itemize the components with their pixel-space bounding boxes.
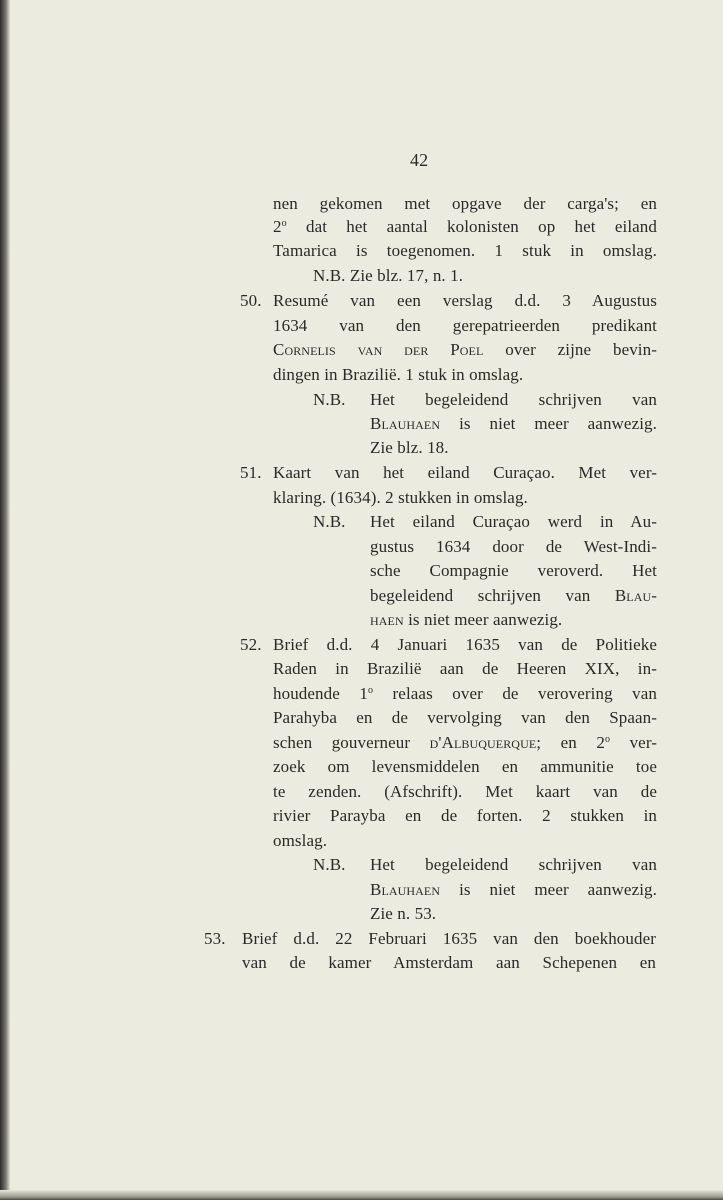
entry-number-52: 52. [240, 635, 262, 654]
text-line: Kaart van het eiland Curaçao. Met ver- [273, 463, 657, 482]
text-line: 2$^o$ dat het aantal kolonisten op het eiland [273, 217, 657, 236]
text-line: klaring. (1634). 2 stukken in omslag. [273, 488, 528, 507]
text-line: Tamarica is toegenomen. 1 stuk in omslag. [273, 241, 657, 260]
text-line: Resumé van een verslag d.d. 3 Augustus [273, 291, 657, 310]
text-line: Brief d.d. 4 Januari 1635 van de Politieke [273, 635, 657, 654]
text-line: nen gekomen met opgave der carga's; en [273, 194, 657, 213]
text-line: Zie blz. 18. [370, 438, 449, 457]
text-line: haen is niet meer aanwezig. [370, 610, 563, 629]
text-line: Het eiland Curaçao werd in Au- [370, 512, 657, 531]
entry-number-50: 50. [240, 291, 262, 310]
text-line: Blauhaen is niet meer aanwezig. [370, 414, 657, 433]
text-line: Raden in Brazilië aan de Heeren XIX, in- [273, 659, 657, 678]
text-line: Zie n. 53. [370, 904, 437, 923]
text-line: Cornelis van der Poel over zijne bevin- [273, 340, 657, 359]
nb-label: N.B. [313, 512, 346, 531]
nb-label: N.B. [313, 390, 346, 409]
entry-number-51: 51. [240, 463, 262, 482]
text-line: schen gouverneur d'Albuquerque; en 2$^o$ ver- [273, 733, 658, 752]
text-line: te zenden. (Afschrift). Met kaart van de [273, 782, 657, 801]
nb-note: N.B. Zie blz. 17, n. 1. [313, 266, 464, 285]
text-line: gustus 1634 door de West-Indi- [370, 537, 657, 556]
text-line: Brief d.d. 22 Februari 1635 van den boekhouder [242, 929, 656, 948]
text-line: Parahyba en de vervolging van den Spaan- [273, 708, 657, 727]
text-line: omslag. [273, 831, 328, 850]
text-line: sche Compagnie veroverd. Het [370, 561, 657, 580]
text-line: 1634 van den gerepatrieerden predikant [273, 316, 657, 335]
text-line: van de kamer Amsterdam aan Schepenen en [242, 953, 656, 972]
text-line: Blauhaen is niet meer aanwezig. [370, 880, 657, 899]
text-line: Het begeleidend schrijven van [370, 855, 657, 874]
text-line: Het begeleidend schrijven van [370, 390, 657, 409]
page-number: 42 [410, 150, 429, 170]
text-line: zoek om levensmiddelen en ammunitie toe [273, 757, 657, 776]
text-line: begeleidend schrijven van Blau- [370, 586, 657, 605]
nb-label: N.B. [313, 855, 346, 874]
text-line: rivier Parayba en de forten. 2 stukken in [273, 806, 657, 825]
text-line: houdende 1$^o$ relaas over de verovering van [273, 684, 657, 703]
entry-number-53: 53. [204, 929, 226, 948]
text-line: dingen in Brazilië. 1 stuk in omslag. [273, 365, 524, 384]
